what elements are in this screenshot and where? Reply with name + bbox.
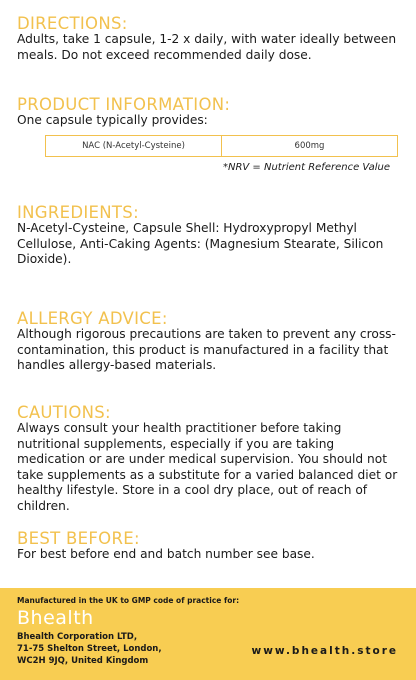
brand-logo: Bhealth bbox=[17, 607, 94, 629]
address-line-3: WC2H 9JQ, United Kingdom bbox=[17, 656, 149, 666]
manufactured-note: Manufactured in the UK to GMP code of practice for: bbox=[17, 596, 240, 605]
ingredients-section bbox=[17, 204, 404, 268]
nutrition-table bbox=[45, 135, 398, 157]
footer-band bbox=[0, 588, 416, 680]
best-before-text: For best before end and batch number see base. bbox=[17, 547, 315, 561]
directions-heading: DIRECTIONS: bbox=[17, 14, 128, 33]
product-info-intro: One capsule typically provides: bbox=[17, 113, 208, 127]
cautions-text: Always consult your health practitioner before taking nutritional supplements, especially if you are taking medication or are under medical supervision. You should not take supplements as a substitute for a varied balanced diet or healthy lifestyle. Store in a cool dry place, out of reach of children. bbox=[17, 421, 398, 513]
product-info-heading: PRODUCT INFORMATION: bbox=[17, 95, 231, 114]
allergy-heading: ALLERGY ADVICE: bbox=[17, 309, 168, 328]
best-before-heading: BEST BEFORE: bbox=[17, 529, 140, 548]
best-before-section bbox=[17, 530, 404, 563]
cautions-section bbox=[17, 404, 404, 514]
directions-section bbox=[17, 15, 404, 63]
address-line-2: 71-75 Shelton Street, London, bbox=[17, 644, 162, 654]
nrv-note: *NRV = Nutrient Reference Value bbox=[222, 161, 390, 173]
address-line-1: Bhealth Corporation LTD, bbox=[17, 632, 138, 642]
nutrition-name-cell: NAC (N-Acetyl-Cysteine) bbox=[82, 140, 185, 151]
allergy-section bbox=[17, 310, 404, 374]
product-info-section bbox=[17, 96, 404, 173]
company-address bbox=[17, 631, 162, 667]
ingredients-heading: INGREDIENTS: bbox=[17, 203, 139, 222]
nutrition-amount-cell: 600mg bbox=[221, 136, 397, 156]
allergy-text: Although rigorous precautions are taken to prevent any cross-contamination, this product is manufactured in a facility that handles allergy-based materials. bbox=[17, 327, 396, 372]
website-link[interactable]: www.bhealth.store bbox=[251, 645, 398, 657]
ingredients-text: N-Acetyl-Cysteine, Capsule Shell: Hydroxypropyl Methyl Cellulose, Anti-Caking Agents: (Magnesium Stearate, Silicon Dioxide). bbox=[17, 221, 384, 266]
cautions-heading: CAUTIONS: bbox=[17, 403, 111, 422]
directions-text: Adults, take 1 capsule, 1-2 x daily, with water ideally between meals. Do not exceed recommended daily dose. bbox=[17, 32, 397, 62]
